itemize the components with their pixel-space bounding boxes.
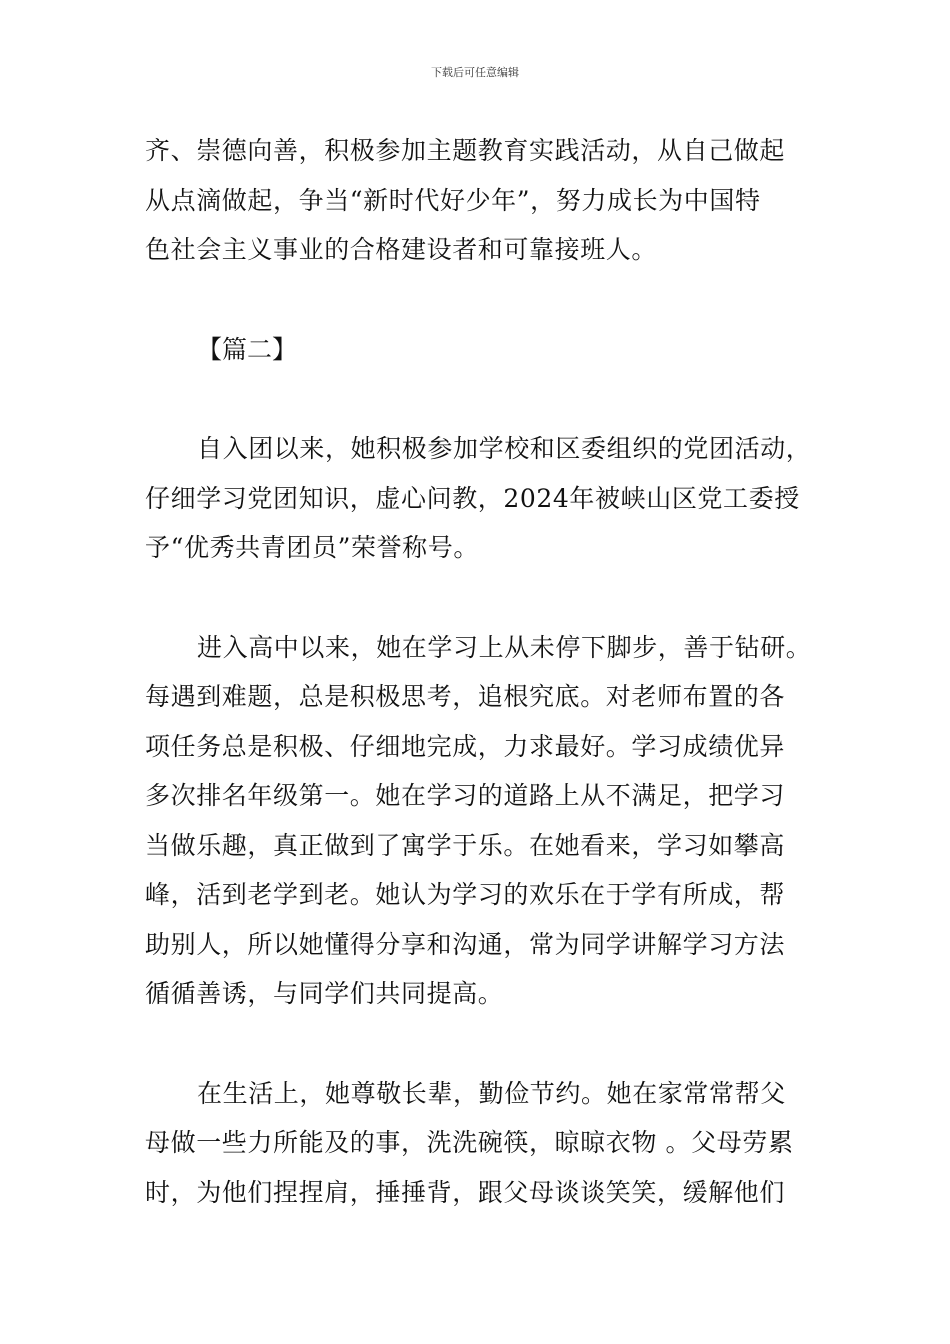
paragraph-life [145,1069,815,1218]
text-line: 齐、崇德向善，积极参加主题教育实践活动，从自己做起 [145,136,786,165]
text-line: 循循善诱，与同学们共同提高。 [145,979,504,1008]
text-line: 时，为他们捏捏肩，捶捶背，跟父母谈谈笑笑，缓解他们 [145,1177,786,1207]
paragraph-study [145,623,815,1019]
text-line: 多次排名年级第一。她在学习的道路上从不满足，把学习 [145,781,786,810]
document-body [145,126,815,1217]
paragraph-gap [145,275,815,325]
text-line: 予“优秀共青团员”荣誉称号。 [145,533,479,562]
paragraph-gap [145,1019,815,1069]
paragraph-gap [145,374,815,424]
text-line: 自入团以来，她积极参加学校和区委组织的党团活动， [197,434,812,463]
paragraph-continuation [145,126,815,275]
text-line: 助别人，所以她懂得分享和沟通，常为同学讲解学习方法 [145,929,786,959]
text-line: 仔细学习党团知识，虚心问教，2024年被峡山区党工委授 [145,483,800,513]
paragraph-league [145,424,815,573]
text-line: 在生活上，她尊敬长辈，勤俭节约。她在家常常帮父 [197,1078,786,1108]
paragraph-gap [145,573,815,623]
text-line: 从点滴做起，争当“新时代好少年”，努力成长为中国特 [145,185,761,215]
text-line: 峰，活到老学到老。她认为学习的欢乐在于学有所成，帮 [145,880,786,909]
section-title: 【篇二】 [197,334,298,364]
text-line: 当做乐趣，真正做到了寓学于乐。在她看来，学习如攀高 [145,830,786,860]
page-header-note: 下载后可任意编辑 [431,66,519,79]
text-line: 进入高中以来，她在学习上从未停下脚步，善于钻研。 [197,632,812,662]
text-line: 每遇到难题，总是积极思考，追根究底。对老师布置的各 [145,682,786,711]
text-line: 项任务总是积极、仔细地完成，力求最好。学习成绩优异 [145,731,786,761]
text-line: 母做一些力所能及的事，洗洗碗筷，晾晾衣物 。父母劳累 [145,1128,794,1157]
text-line: 色社会主义事业的合格建设者和可靠接班人。 [145,235,658,264]
